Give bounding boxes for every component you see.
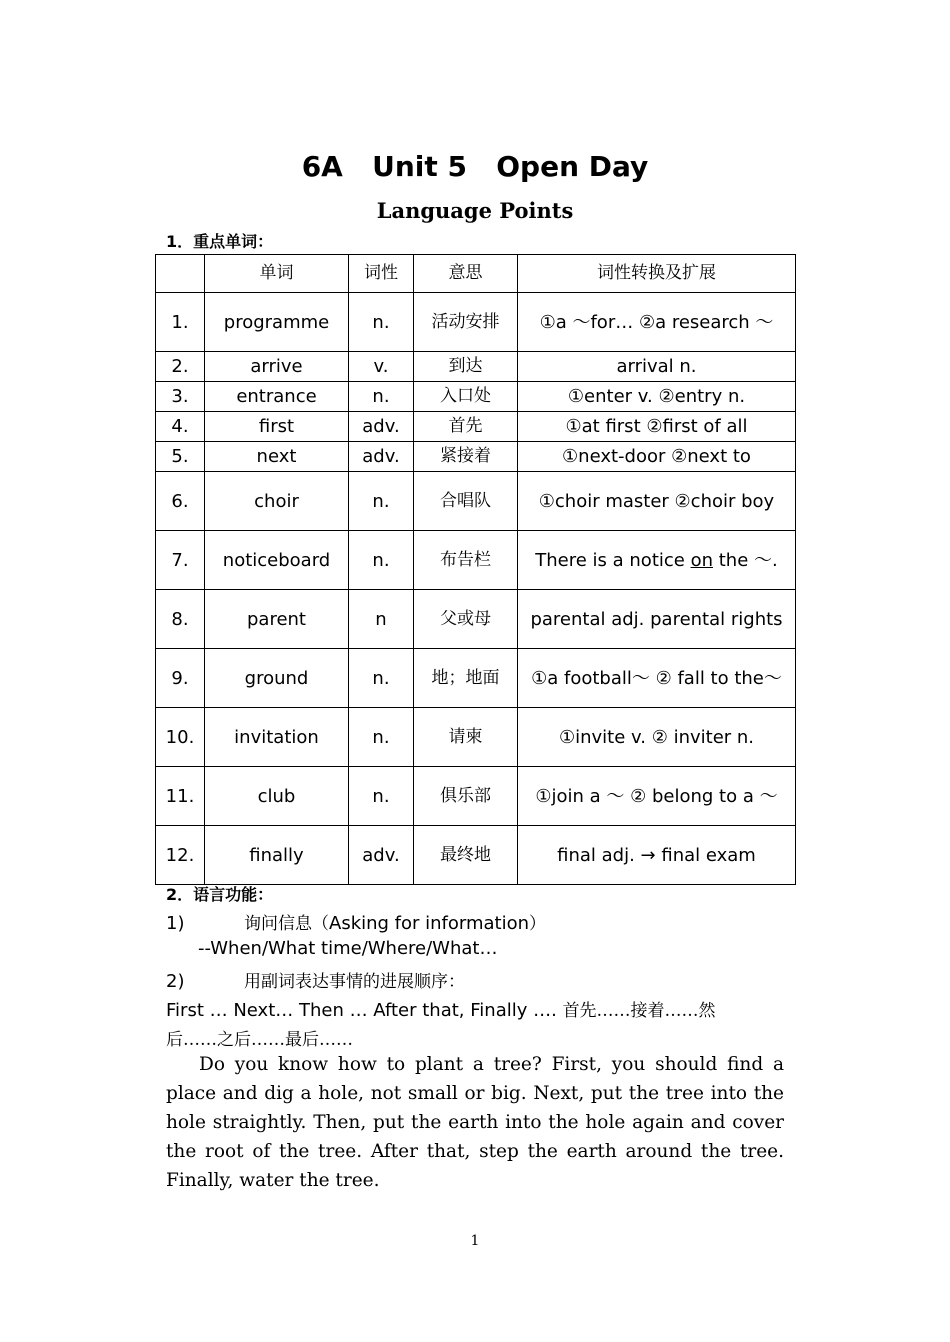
function-item-1 <box>166 909 546 934</box>
row-number: 1. <box>156 293 205 352</box>
row-number: 12. <box>156 826 205 885</box>
row-word: entrance <box>205 382 349 412</box>
row-word: parent <box>205 590 349 649</box>
row-word: next <box>205 442 349 472</box>
row-pos: n. <box>349 649 414 708</box>
row-number: 6. <box>156 472 205 531</box>
row-word: choir <box>205 472 349 531</box>
row-number: 2. <box>156 352 205 382</box>
function-number: 2) <box>166 971 185 992</box>
row-extension: ①enter v. ②entry n. <box>518 382 796 412</box>
sequence-line-continued <box>166 1025 353 1050</box>
row-meaning: 紧接着 <box>414 442 518 472</box>
header-number <box>156 255 205 293</box>
row-word: invitation <box>205 708 349 767</box>
row-word: finally <box>205 826 349 885</box>
row-extension: ①next-door ②next to <box>518 442 796 472</box>
row-meaning: 最终地 <box>414 826 518 885</box>
row-meaning: 俱乐部 <box>414 767 518 826</box>
table-row <box>156 472 796 531</box>
row-pos: n. <box>349 382 414 412</box>
extension-text-start: There is a notice <box>535 549 691 571</box>
table-row <box>156 826 796 885</box>
sequence-chinese: 首先……接着……然 <box>562 1001 716 1021</box>
row-word: arrive <box>205 352 349 382</box>
table-row <box>156 649 796 708</box>
page-number: 1 <box>470 1233 480 1249</box>
row-word: first <box>205 412 349 442</box>
section-heading-vocabulary: 1．重点单词： <box>166 232 274 251</box>
page-title: 6A Unit 5 Open Day <box>301 150 649 183</box>
row-pos: n. <box>349 293 414 352</box>
table-header-row <box>156 255 796 293</box>
table-row <box>156 293 796 352</box>
row-meaning: 活动安排 <box>414 293 518 352</box>
header-meaning: 意思 <box>414 255 518 293</box>
function-item-2 <box>166 967 465 992</box>
row-word: club <box>205 767 349 826</box>
row-pos: n. <box>349 531 414 590</box>
row-number: 3. <box>156 382 205 412</box>
row-word: ground <box>205 649 349 708</box>
row-meaning: 到达 <box>414 352 518 382</box>
header-extension: 词性转换及扩展 <box>518 255 796 293</box>
row-pos: n. <box>349 767 414 826</box>
row-extension: ①at first ②first of all <box>518 412 796 442</box>
sequence-chinese-cont: 后……之后……最后…… <box>166 1030 353 1050</box>
row-extension: ①invite v. ② inviter n. <box>518 708 796 767</box>
row-extension: ①join a ～ ② belong to a ～ <box>518 767 796 826</box>
table-row <box>156 590 796 649</box>
example-paragraph: Do you know how to plant a tree? First, you should find a place and dig a hole, not small or big. Next, put the tree into the hole straightly. Then, put the earth into the hole again and cover the root of the tree. After that, step the earth around the tree. Finally, water the tree. <box>166 1054 784 1191</box>
row-extension: ①a football～ ② fall to the～ <box>518 649 796 708</box>
row-meaning: 父或母 <box>414 590 518 649</box>
row-extension: parental adj. parental rights <box>518 590 796 649</box>
page-subtitle: Language Points <box>376 198 574 223</box>
function-label: 询问信息（ <box>244 914 329 934</box>
extension-text-end: the ～. <box>713 549 778 571</box>
table-row <box>156 352 796 382</box>
section-heading-functions: 2．语言功能： <box>166 885 274 904</box>
function-label: 用副词表达事情的进展顺序： <box>244 972 465 992</box>
row-number: 10. <box>156 708 205 767</box>
table-row <box>156 767 796 826</box>
table-row <box>156 382 796 412</box>
function-example: --When/What time/Where/What… <box>198 938 498 959</box>
row-word: noticeboard <box>205 531 349 590</box>
function-number: 1) <box>166 913 185 934</box>
row-number: 7. <box>156 531 205 590</box>
row-meaning: 入口处 <box>414 382 518 412</box>
row-extension: ①a ～for… ②a research ～ <box>518 293 796 352</box>
table-row <box>156 708 796 767</box>
table-row <box>156 412 796 442</box>
sequence-english: First … Next… Then … After that, Finally …. <box>166 1000 563 1021</box>
row-meaning: 布告栏 <box>414 531 518 590</box>
row-extension: final adj. → final exam <box>518 826 796 885</box>
row-pos: n. <box>349 472 414 531</box>
row-meaning: 首先 <box>414 412 518 442</box>
row-number: 11. <box>156 767 205 826</box>
row-pos: adv. <box>349 412 414 442</box>
row-meaning: 地；地面 <box>414 649 518 708</box>
row-word: programme <box>205 293 349 352</box>
row-number: 5. <box>156 442 205 472</box>
header-word: 单词 <box>205 255 349 293</box>
row-number: 4. <box>156 412 205 442</box>
row-meaning: 请柬 <box>414 708 518 767</box>
function-label-close: ） <box>529 914 547 934</box>
row-extension: ①choir master ②choir boy <box>518 472 796 531</box>
vocabulary-table <box>155 254 796 885</box>
row-extension <box>518 531 796 590</box>
table-row <box>156 531 796 590</box>
row-pos: adv. <box>349 442 414 472</box>
row-pos: adv. <box>349 826 414 885</box>
extension-underlined-word: on <box>690 549 713 571</box>
row-pos: n <box>349 590 414 649</box>
function-label-en: Asking for information <box>329 913 530 934</box>
row-pos: n. <box>349 708 414 767</box>
row-meaning: 合唱队 <box>414 472 518 531</box>
header-pos: 词性 <box>349 255 414 293</box>
sequence-line <box>166 996 716 1021</box>
row-pos: v. <box>349 352 414 382</box>
row-number: 9. <box>156 649 205 708</box>
row-extension: arrival n. <box>518 352 796 382</box>
table-row <box>156 442 796 472</box>
row-number: 8. <box>156 590 205 649</box>
